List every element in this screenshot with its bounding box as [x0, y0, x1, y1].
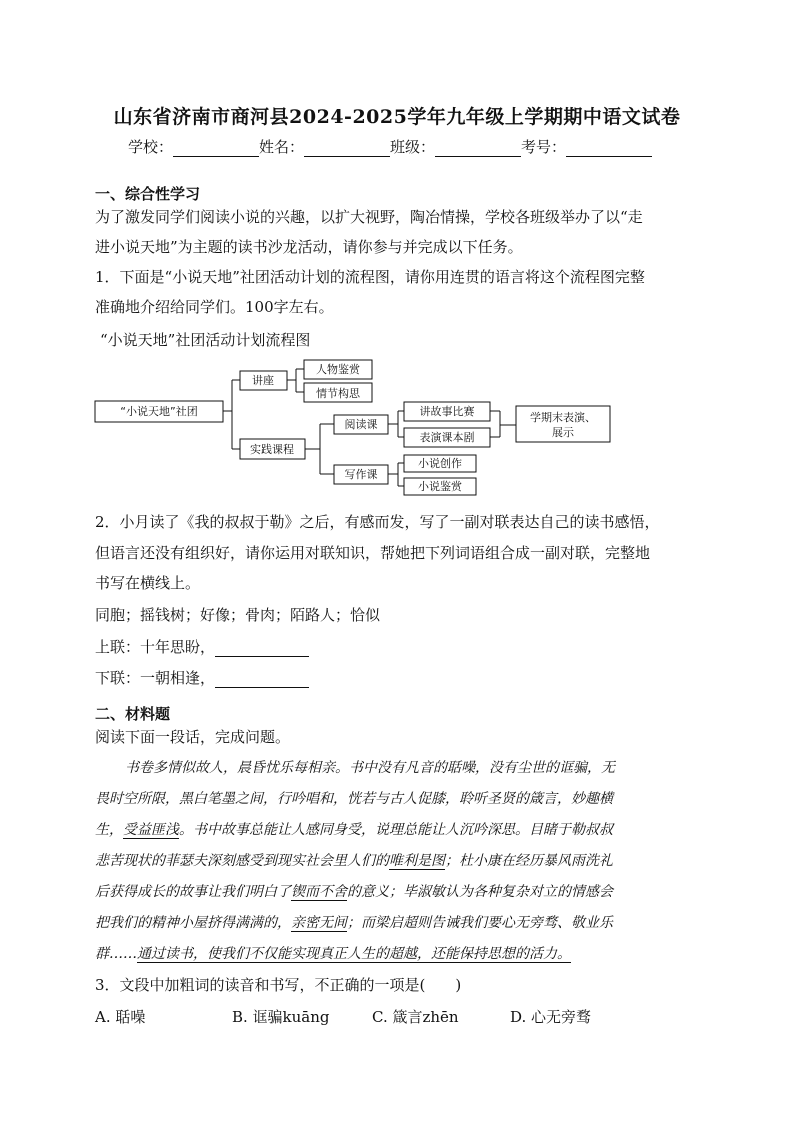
- flow-lecture-item: 人物鉴赏: [316, 363, 360, 376]
- lower-couplet-blank[interactable]: [215, 673, 309, 688]
- underlined-sentence: 通过读书，使我们不仅能实现真正人生的超越，还能保持思想的活力。: [137, 946, 571, 962]
- flow-writing-item: 小说创作: [418, 457, 462, 470]
- page-title: 山东省济南市商河县2024-2025学年九年级上学期期中语文试卷: [113, 106, 681, 128]
- section1-intro-line1: 为了激发同学们阅读小说的兴趣，以扩大视野，陶冶情操，学校各班级举办了以“走: [95, 208, 643, 226]
- q3-option-c[interactable]: C. 箴言zhēn: [372, 1008, 459, 1026]
- passage-line: 群……通过读书，使我们不仅能实现真正人生的超越，还能保持思想的活力。: [95, 946, 571, 962]
- lower-couplet-text: 下联：一朝相逢，: [95, 669, 216, 687]
- student-info-line: [128, 136, 652, 157]
- class-blank[interactable]: [435, 140, 521, 157]
- q1-line1: 1．下面是“小说天地”社团活动计划的流程图，请你用连贯的语言将这个流程图完整: [95, 268, 645, 286]
- flow-root-text: “小说天地”社团: [120, 405, 198, 418]
- upper-couplet-text: 上联：十年思盼，: [95, 638, 216, 656]
- q2-line3: 书写在横线上。: [95, 574, 201, 592]
- q3-stem: 3．文段中加粗词的读音和书写，不正确的一项是( ): [95, 976, 462, 994]
- passage-line: 后获得成长的故事让我们明白了锲而不舍的意义；毕淑敏认为各种复杂对立的情感会: [95, 884, 613, 900]
- q2-line2: 但语言还没有组织好，请你运用对联知识，帮她把下列词语组合成一副对联，完整地: [95, 544, 651, 562]
- flow-lecture-item: 情节构思: [316, 387, 360, 400]
- flow-writing-text: 写作课: [344, 468, 378, 481]
- passage-line: 畏时空所限，黑白笔墨之间，行吟唱和，恍若与古人促膝，聆听圣贤的箴言，妙趣横: [95, 791, 613, 807]
- section1-intro-line2: 进小说天地”为主题的读书沙龙活动，请你参与并完成以下任务。: [95, 238, 523, 256]
- q1-line2: 准确地介绍给同学们。100字左右。: [95, 298, 334, 316]
- flow-lecture-text: 讲座: [252, 374, 274, 387]
- flow-final-text-line2: 展示: [552, 426, 574, 439]
- passage-line: 把我们的精神小屋挤得满满的，亲密无间；而梁启超则告诫我们要心无旁骛、敬业乐: [95, 915, 613, 931]
- flowchart: [0, 355, 794, 505]
- q3-option-d[interactable]: D. 心无旁骛: [510, 1008, 592, 1026]
- upper-couplet-blank[interactable]: [215, 642, 309, 657]
- underlined-phrase: 锲而不舍: [291, 884, 347, 900]
- q3-option-b[interactable]: B. 诓骗kuāng: [232, 1008, 330, 1026]
- flow-reading-item: 表演课本剧: [419, 431, 475, 444]
- underlined-phrase: 受益匪浅: [123, 822, 179, 838]
- q2-line1: 2．小月读了《我的叔叔于勒》之后，有感而发，写了一副对联表达自己的读书感悟，: [95, 513, 660, 531]
- exam-number-label: 考号：: [521, 138, 567, 156]
- passage-line: 悲苦现状的菲瑟夫深刻感受到现实社会里人们的唯利是图；杜小康在经历暴风雨洗礼: [95, 853, 613, 869]
- class-label: 班级：: [390, 138, 436, 156]
- section2-intro: 阅读下面一段话，完成问题。: [95, 728, 291, 746]
- passage-line: 生，受益匪浅。书中故事总能让人感同身受，说理总能让人沉吟深思。目睹于勒叔叔: [95, 822, 613, 838]
- q2-lower-couplet: [95, 667, 309, 688]
- exam-number-blank[interactable]: [566, 140, 652, 157]
- name-blank[interactable]: [304, 140, 390, 157]
- passage-line: 书卷多情似故人，晨昏忧乐每相亲。书中没有凡音的聒噪，没有尘世的诓骗，无: [125, 760, 615, 776]
- q2-words: 同胞；摇钱树；好像；骨肉；陌路人；恰似: [95, 606, 381, 624]
- section2-heading: 二、材料题: [95, 705, 171, 723]
- flow-reading-item: 讲故事比赛: [419, 405, 475, 418]
- name-label: 姓名：: [259, 138, 305, 156]
- flow-reading-text: 阅读课: [344, 418, 378, 431]
- underlined-phrase: 亲密无间: [291, 915, 347, 931]
- flow-final-text-line1: 学期末表演、: [530, 411, 596, 424]
- school-blank[interactable]: [173, 140, 259, 157]
- flow-practice-text: 实践课程: [250, 443, 294, 456]
- q2-upper-couplet: [95, 636, 309, 657]
- flowchart-title: “小说天地”社团活动计划流程图: [100, 331, 311, 349]
- q3-option-a[interactable]: A. 聒噪: [95, 1008, 146, 1026]
- flow-writing-item: 小说鉴赏: [418, 480, 462, 493]
- section1-heading: 一、综合性学习: [95, 185, 201, 203]
- underlined-phrase: 唯利是图: [389, 853, 445, 869]
- school-label: 学校：: [128, 138, 174, 156]
